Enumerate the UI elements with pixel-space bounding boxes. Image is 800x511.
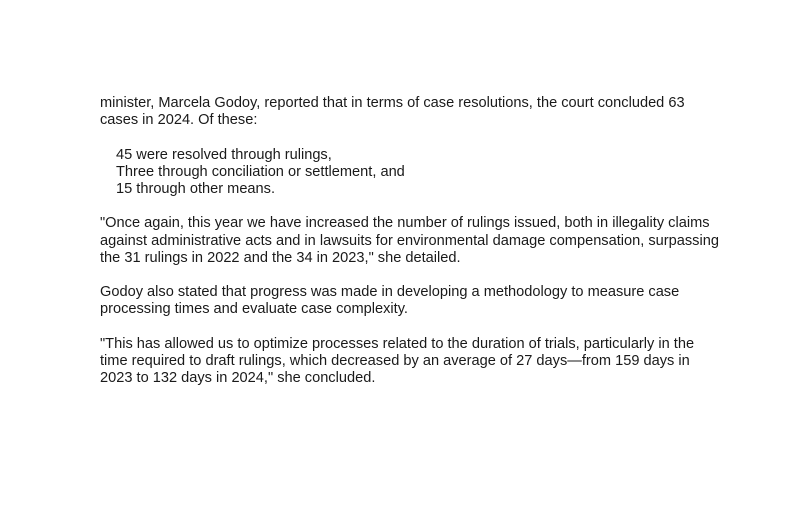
article-body bbox=[100, 95, 720, 405]
case-breakdown-list bbox=[100, 147, 720, 199]
methodology-paragraph: Godoy also stated that progress was made in developing a methodology to measure case processing times and evaluate case complexity. bbox=[100, 284, 680, 318]
quote-paragraph-rulings: "Once again, this year we have increased the number of rulings issued, both in illegality claims against administrative acts and in lawsuits for environmental damage compensation, surpassing the 31 rulings in 2022 and the 34 in 2023," she detailed. bbox=[100, 215, 719, 266]
quote-paragraph-processing-time: "This has allowed us to optimize processes related to the duration of trials, particularly in the time required to draft rulings, which decreased by an average of 27 days—from 159 days in 2023 to 132 days in 2024," she concluded. bbox=[100, 335, 695, 387]
list-item: 45 were resolved through rulings, bbox=[116, 146, 332, 163]
intro-paragraph: minister, Marcela Godoy, reported that in terms of case resolutions, the court concluded 63 cases in 2024. Of these: bbox=[100, 95, 685, 129]
list-item: 15 through other means. bbox=[116, 181, 276, 197]
list-item: Three through conciliation or settlement, and bbox=[116, 163, 405, 180]
